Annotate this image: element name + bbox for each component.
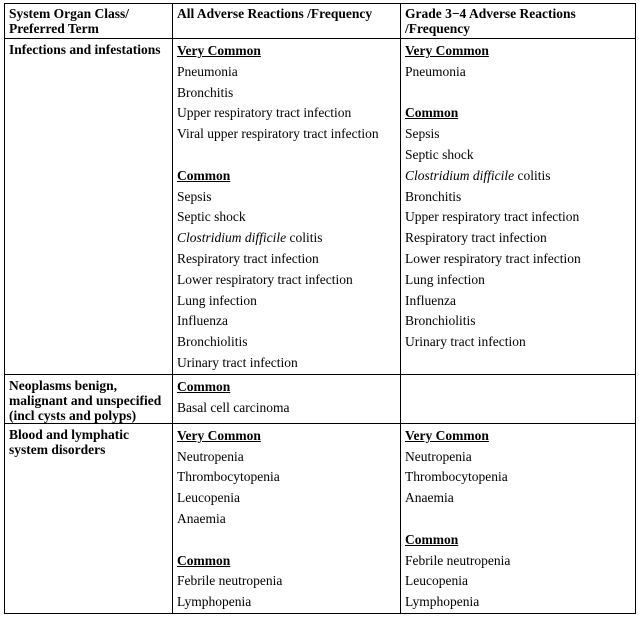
adverse-reaction-item: Lymphopenia — [177, 594, 252, 610]
adverse-reaction-item — [177, 228, 396, 249]
table-row — [5, 39, 636, 375]
adverse-reaction-item: Lung infection — [177, 292, 257, 308]
frequency-category: Very Common — [177, 43, 261, 58]
adverse-reaction-item: Pneumonia — [177, 63, 238, 79]
frequency-category: Common — [177, 378, 231, 394]
group-spacer — [177, 145, 396, 166]
adverse-reaction-item: Pneumonia — [405, 63, 466, 79]
organism-name: Clostridium difficile — [405, 167, 515, 183]
group-spacer — [177, 530, 396, 551]
reaction-text: colitis — [286, 230, 323, 246]
all-reactions-cell — [173, 39, 401, 375]
adverse-reaction-item: Upper respiratory tract infection — [177, 105, 352, 121]
adverse-reaction-item: Neutropenia — [405, 448, 472, 464]
system-organ-class: Infections and infestations — [5, 39, 173, 375]
grade-reactions-cell — [401, 39, 636, 375]
grade-reactions-cell — [401, 374, 636, 423]
adverse-reaction-item: Leucopenia — [177, 490, 240, 506]
frequency-category: Common — [405, 531, 459, 547]
frequency-category: Very Common — [405, 427, 489, 443]
header-grade-reactions: Grade 3−4 Adverse Reactions /Frequency — [401, 4, 636, 39]
frequency-category: Very Common — [177, 427, 261, 443]
adverse-reaction-item: Basal cell carcinoma — [177, 399, 290, 415]
adverse-reaction-item: Thrombocytopenia — [177, 469, 280, 485]
reaction-text: colitis — [514, 167, 551, 183]
header-all-reactions: All Adverse Reactions /Frequency — [173, 4, 401, 39]
frequency-category: Common — [177, 167, 231, 183]
header-soc: System Organ Class/ Preferred Term — [5, 4, 173, 39]
adverse-reaction-item: Bronchitis — [405, 188, 462, 204]
adverse-reaction-item: Febrile neutropenia — [177, 573, 283, 589]
adverse-reaction-item: Upper respiratory tract infection — [405, 209, 580, 225]
all-reactions-cell — [173, 423, 401, 613]
adverse-reaction-item: Urinary tract infection — [177, 354, 298, 370]
adverse-reaction-item — [405, 166, 631, 187]
table-row — [5, 374, 636, 423]
all-reactions-cell — [173, 374, 401, 423]
adverse-reaction-item: Febrile neutropenia — [405, 552, 511, 568]
grade-reactions-cell — [401, 423, 636, 613]
adverse-reaction-item: Bronchitis — [177, 84, 234, 100]
adverse-reaction-item: Lower respiratory tract infection — [177, 271, 353, 287]
adverse-reaction-item: Sepsis — [405, 126, 440, 142]
table-row — [5, 423, 636, 613]
adverse-reaction-item: Bronchiolitis — [405, 313, 476, 329]
frequency-category: Common — [177, 552, 231, 568]
adverse-reactions-table — [4, 3, 636, 614]
adverse-reaction-item: Sepsis — [177, 188, 212, 204]
frequency-category: Common — [405, 105, 459, 121]
adverse-reaction-item: Lung infection — [405, 271, 485, 287]
adverse-reaction-item: Lower respiratory tract infection — [405, 250, 581, 266]
table-body — [5, 39, 636, 614]
adverse-reaction-item: Septic shock — [177, 209, 246, 225]
adverse-reaction-item: Bronchiolitis — [177, 334, 248, 350]
adverse-reaction-item: Anaemia — [177, 510, 226, 526]
system-organ-class: Blood and lymphatic system disorders — [5, 423, 173, 613]
group-spacer — [405, 509, 631, 530]
system-organ-class: Neoplasms benign, malignant and unspecified (incl cysts and polyps) — [5, 374, 173, 423]
adverse-reaction-item: Influenza — [177, 313, 228, 329]
header-row — [5, 4, 636, 39]
adverse-reaction-item: Thrombocytopenia — [405, 469, 508, 485]
frequency-category: Very Common — [405, 43, 489, 58]
adverse-reaction-item: Lymphopenia — [405, 594, 480, 610]
adverse-reaction-item: Septic shock — [405, 146, 474, 162]
group-spacer — [405, 83, 631, 104]
adverse-reaction-item: Viral upper respiratory tract infection — [177, 126, 379, 142]
adverse-reaction-item: Respiratory tract infection — [177, 250, 319, 266]
adverse-reaction-item: Urinary tract infection — [405, 334, 526, 350]
adverse-reaction-item: Respiratory tract infection — [405, 230, 547, 246]
adverse-reaction-item: Leucopenia — [405, 573, 468, 589]
adverse-reaction-item: Influenza — [405, 292, 456, 308]
adverse-reaction-item: Anaemia — [405, 490, 454, 506]
organism-name: Clostridium difficile — [177, 230, 287, 246]
adverse-reaction-item: Neutropenia — [177, 448, 244, 464]
